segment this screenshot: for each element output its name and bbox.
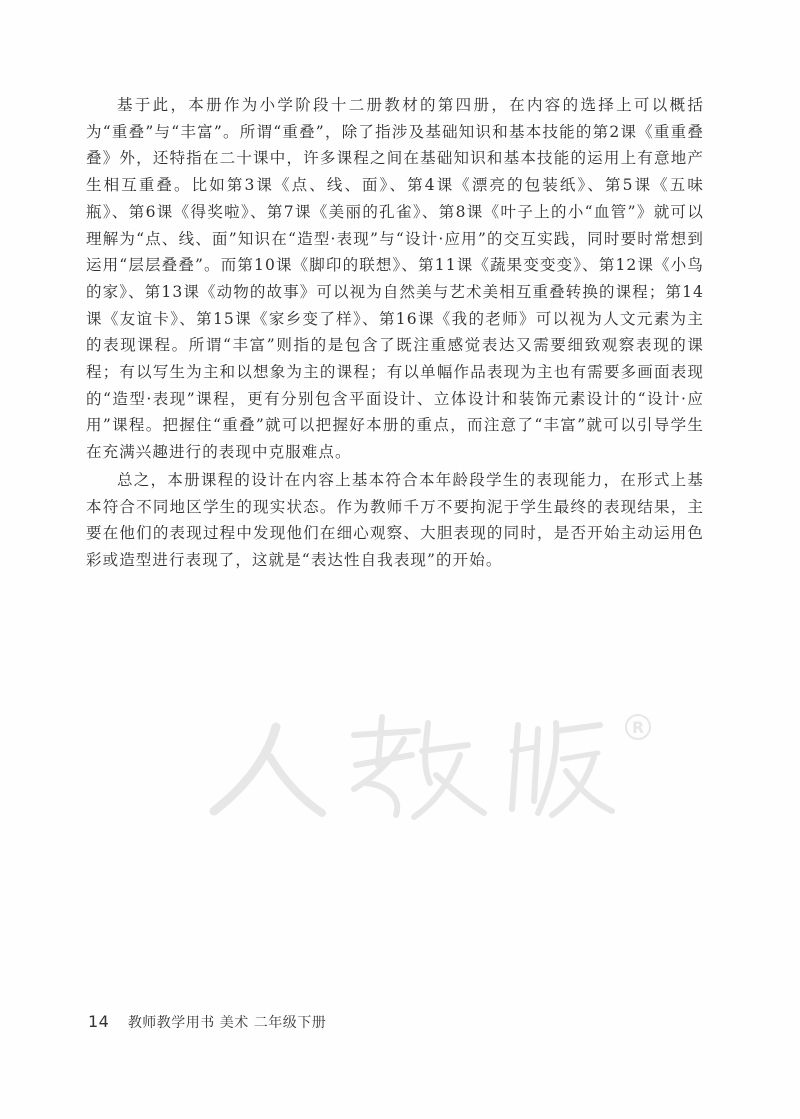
paragraph-overlap-and-richness: 基于此，本册作为小学阶段十二册教材的第四册，在内容的选择上可以概括为“重叠”与“丰富”。所谓“重叠”，除了指涉及基础知识和基本技能的第2课《重重叠叠》外，还特指在二十课中，许多课程之间在基础知识和基本技能的运用上有意地产生相互重叠。比如第3课《点、线、面》、第4课《漂亮的包装纸》、第5课《五味瓶》、第6课《得奖啦》、第7课《美丽的孔雀》、第8课《叶子上的小“血管”》就可以理解为“点、线、面”知识在“造型·表现”与“设计·应用”的交互实践，同时要时常想到运用“层层叠叠”。而第10课《脚印的联想》、第11课《蔬果变变变》、第12课《小鸟的家》、第13课《动物的故事》可以视为自然美与艺术美相互重叠转换的课程；第14课《友谊卡》、第15课《家乡变了样》、第16课《我的老师》可以视为人文元素为主的表现课程。所谓“丰富”则指的是包含了既注重感觉表达又需要细致观察表现的课程；有以写生为主和以想象为主的课程；有以单幅作品表现为主也有需要多画面表现的“造型·表现”课程，更有分别包含平面设计、立体设计和装饰元素设计的“设计·应用”课程。把握住“重叠”就可以把握好本册的重点，而注意了“丰富”就可以引导学生在充满兴趣进行的表现中克服难点。 <box>86 96 704 462</box>
publisher-watermark-logo <box>206 705 656 825</box>
book-title: 教师教学用书 美术 二年级下册 <box>127 1015 327 1031</box>
paragraph-conclusion: 总之，本册课程的设计在内容上基本符合本年龄段学生的表现能力，在形式上基本符合不同地区学生的现实状态。作为教师千万不要拘泥于学生最终的表现结果，主要在他们的表现过程中发现他们在细心观察、大胆表现的同时，是否开始主动运用色彩或造型进行表现了，这就是“表达性自我表现”的开始。 <box>86 470 704 569</box>
page-footer <box>88 1012 326 1032</box>
svg-text:R: R <box>631 718 645 737</box>
page-number: 14 <box>88 1012 110 1031</box>
body-text <box>86 92 704 574</box>
watermark-calligraphy-icon <box>206 705 656 825</box>
